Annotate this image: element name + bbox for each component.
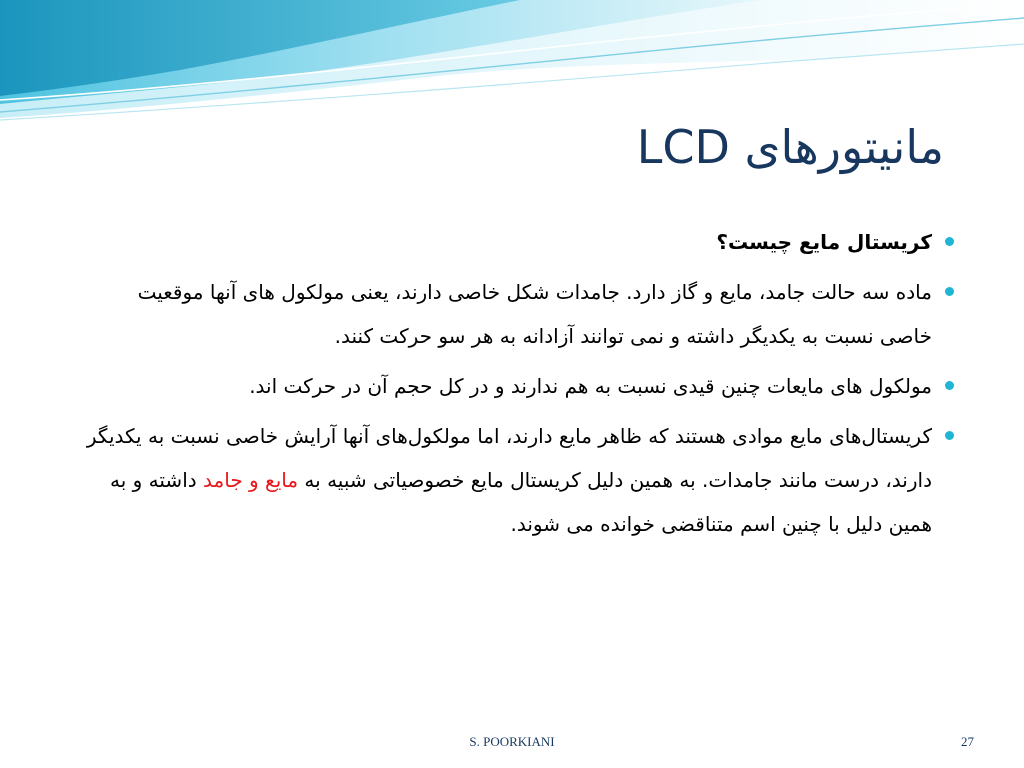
bullet-text: ماده سه حالت جامد، مایع و گاز دارد. جامدات شکل خاصی دارند، یعنی مولکول های آنها موقعیت خاصی نسبت به یکدیگر داشته و نمی توانند آزادانه به هر سو حرکت کنند. — [137, 280, 932, 348]
bullet-dot-icon — [945, 431, 954, 440]
bullet-text: مولکول های مایعات چنین قیدی نسبت به هم ندارند و در کل حجم آن در حرکت اند. — [249, 374, 932, 398]
wave-header-decoration — [0, 0, 1024, 140]
bullet-item — [84, 220, 954, 264]
bullet-dot-icon — [945, 381, 954, 390]
bullet-item — [84, 364, 954, 408]
bullet-item — [84, 270, 954, 358]
footer-author: S. POORKIANI — [469, 734, 555, 749]
page-number: 27 — [961, 734, 974, 749]
bullet-text: کریستال‌های مایع موادی هستند که ظاهر مایع دارند، اما مولکول‌های آنها آرایش خاصی نسبت به یکدیگر دارند، درست مانند جامدات. به همین دلیل کریستال مایع خصوصیاتی شبیه به — [86, 424, 932, 492]
bullet-text: کریستال مایع چیست؟ — [716, 230, 932, 254]
highlight-text: مایع و جامد — [203, 468, 299, 492]
bullet-item — [84, 414, 954, 546]
bullet-dot-icon — [945, 287, 954, 296]
bullet-list — [84, 220, 954, 552]
bullet-dot-icon — [945, 237, 954, 246]
bullet-text: داشته و به همین دلیل با چنین اسم متناقضی خوانده می شوند. — [110, 468, 932, 536]
slide-title: مانیتورهای LCD — [636, 120, 944, 174]
